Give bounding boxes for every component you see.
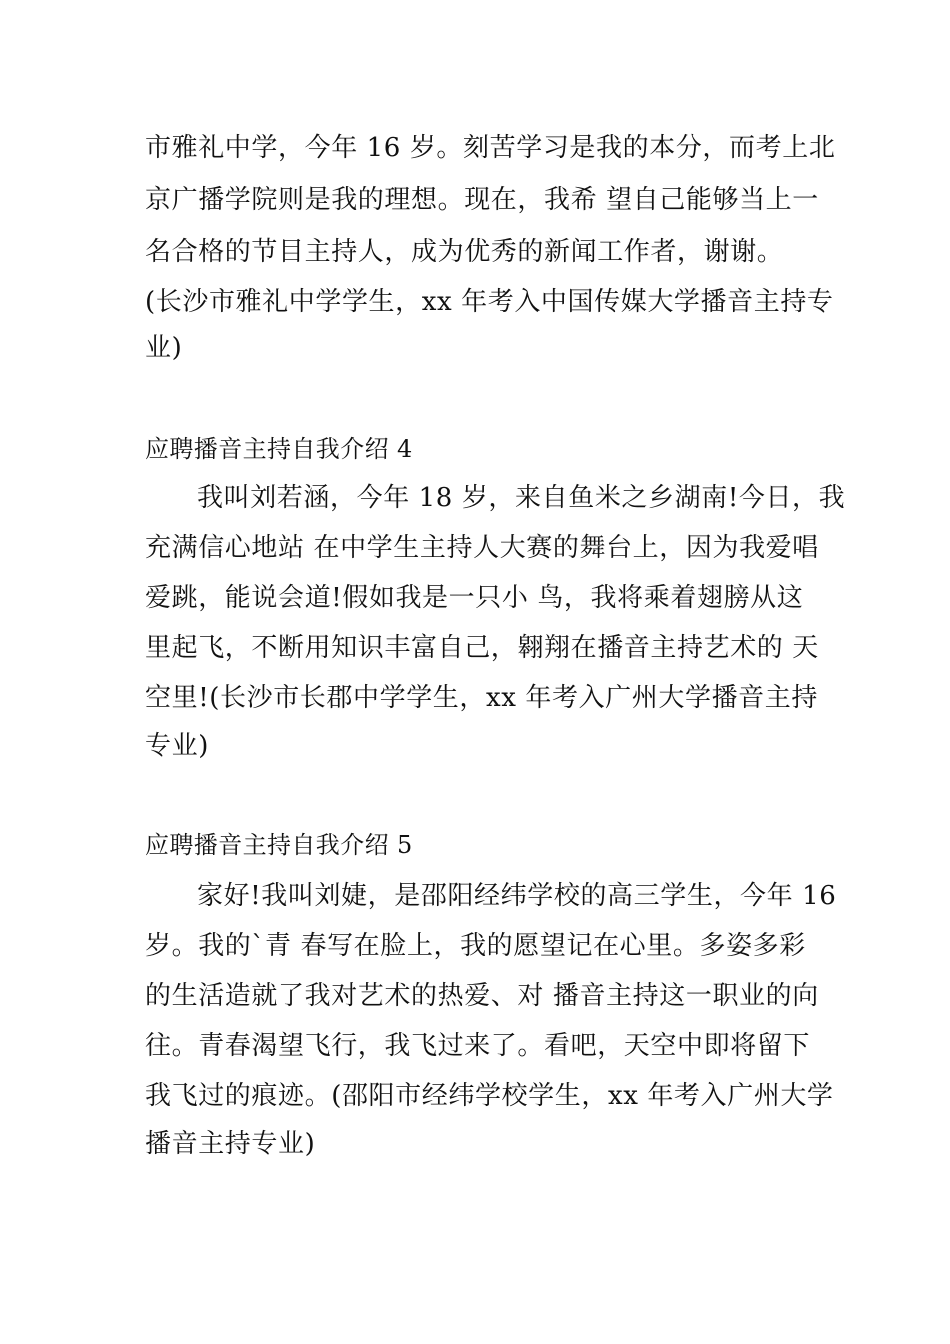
paragraph-line: 名合格的节目主持人，成为优秀的新闻工作者，谢谢。 (145, 237, 784, 267)
paragraph-line: 的生活造就了我对艺术的热爱、对 播音主持这一职业的向 (145, 981, 819, 1011)
paragraph-line: 爱跳，能说会道!假如我是一只小 鸟，我将乘着翅膀从这 (145, 583, 804, 613)
paragraph-line: 专业) (145, 731, 209, 761)
paragraph-line: 我叫刘若涵，今年 18 岁，来自鱼米之乡湖南!今日，我 (197, 483, 846, 513)
paragraph-line: 往。青春渴望飞行，我飞过来了。看吧，天空中即将留下 (145, 1031, 811, 1061)
section-heading: 应聘播音主持自我介绍 5 (145, 831, 413, 859)
paragraph-line: 播音主持专业) (145, 1129, 316, 1159)
paragraph-line: 空里!(长沙市长郡中学学生，xx 年考入广州大学播音主持 (145, 683, 818, 713)
paragraph-line: 家好!我叫刘婕，是邵阳经纬学校的高三学生，今年 16 (197, 881, 837, 911)
paragraph-line: (长沙市雅礼中学学生，xx 年考入中国传媒大学播音主持专 (145, 287, 834, 317)
paragraph-line: 业) (145, 333, 183, 363)
paragraph-line: 充满信心地站 在中学生主持人大赛的舞台上，因为我爱唱 (145, 533, 819, 563)
paragraph-line: 里起飞，不断用知识丰富自己，翱翔在播音主持艺术的 天 (145, 633, 819, 663)
paragraph-line: 市雅礼中学，今年 16 岁。刻苦学习是我的本分，而考上北 (145, 133, 836, 163)
section-heading: 应聘播音主持自我介绍 4 (145, 435, 413, 463)
paragraph-line: 我飞过的痕迹。(邵阳市经纬学校学生，xx 年考入广州大学 (145, 1081, 834, 1111)
paragraph-line: 岁。我的`青 春写在脸上，我的愿望记在心里。多姿多彩 (145, 931, 806, 961)
paragraph-line: 京广播学院则是我的理想。现在，我希 望自己能够当上一 (145, 185, 819, 215)
